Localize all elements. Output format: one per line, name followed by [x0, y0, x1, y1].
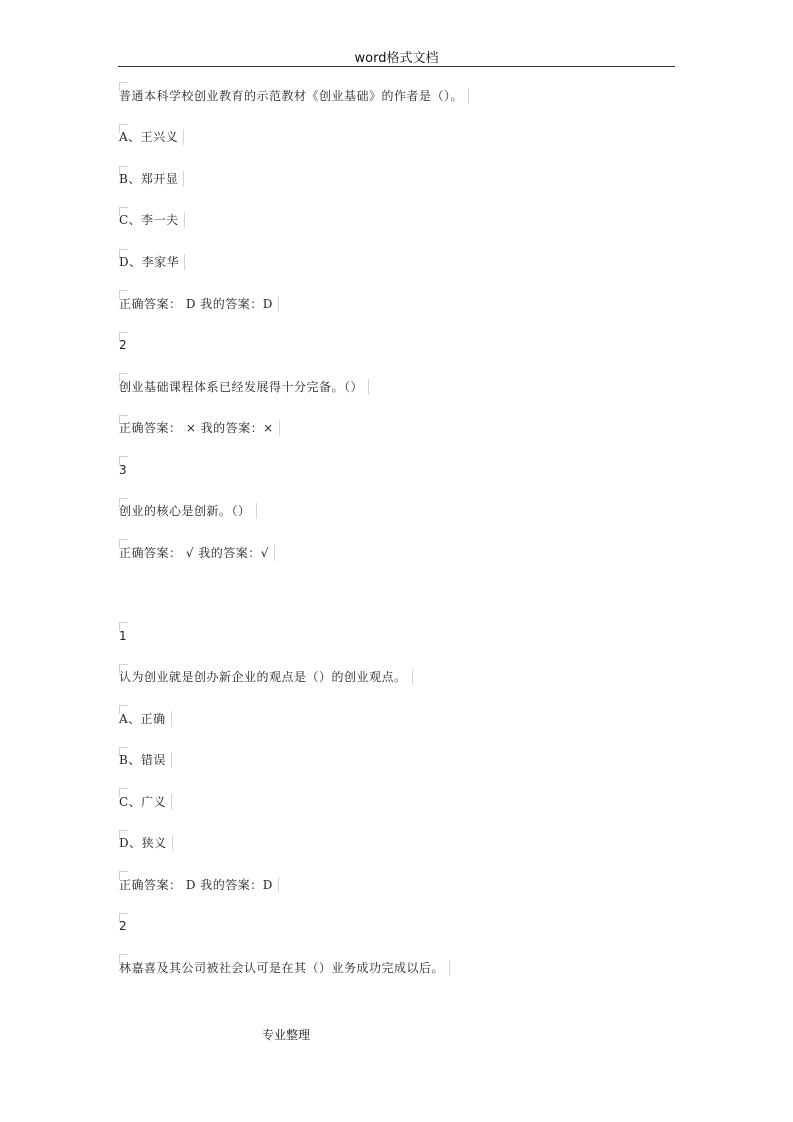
option-c: C、李一夫 [119, 212, 185, 228]
answer-line: 正确答案： × 我的答案：× [119, 420, 280, 436]
question-text: 林嘉喜及其公司被社会认可是在其（）业务成功完成以后。 [119, 960, 450, 976]
option-b: B、郑开显 [119, 171, 184, 187]
page-footer: 专业整理 [262, 1028, 311, 1042]
question-number: 3 [119, 463, 127, 477]
answer-line: 正确答案： D 我的答案：D [119, 296, 279, 312]
question-text: 创业的核心是创新。（） [119, 503, 257, 519]
question-text: 创业基础课程体系已经发展得十分完备。（） [119, 379, 369, 395]
option-a: A、正确 [119, 711, 172, 727]
option-c: C、广义 [119, 794, 172, 810]
header-divider [118, 66, 675, 67]
option-a: A、王兴义 [119, 129, 184, 145]
question-number: 2 [119, 338, 127, 352]
option-b: B、错误 [119, 752, 172, 768]
answer-line: 正确答案： √ 我的答案：√ [119, 545, 275, 561]
answer-line: 正确答案： D 我的答案：D [119, 877, 279, 893]
page-header-title: word格式文档 [354, 51, 439, 66]
question-number: 2 [119, 919, 127, 933]
option-d: D、李家华 [119, 254, 185, 270]
option-d: D、狭义 [119, 835, 173, 851]
question-number: 1 [119, 629, 127, 643]
question-text: 认为创业就是创办新企业的观点是（）的创业观点。 [119, 669, 413, 685]
question-text: 普通本科学校创业教育的示范教材《创业基础》的作者是（）。 [119, 88, 469, 104]
